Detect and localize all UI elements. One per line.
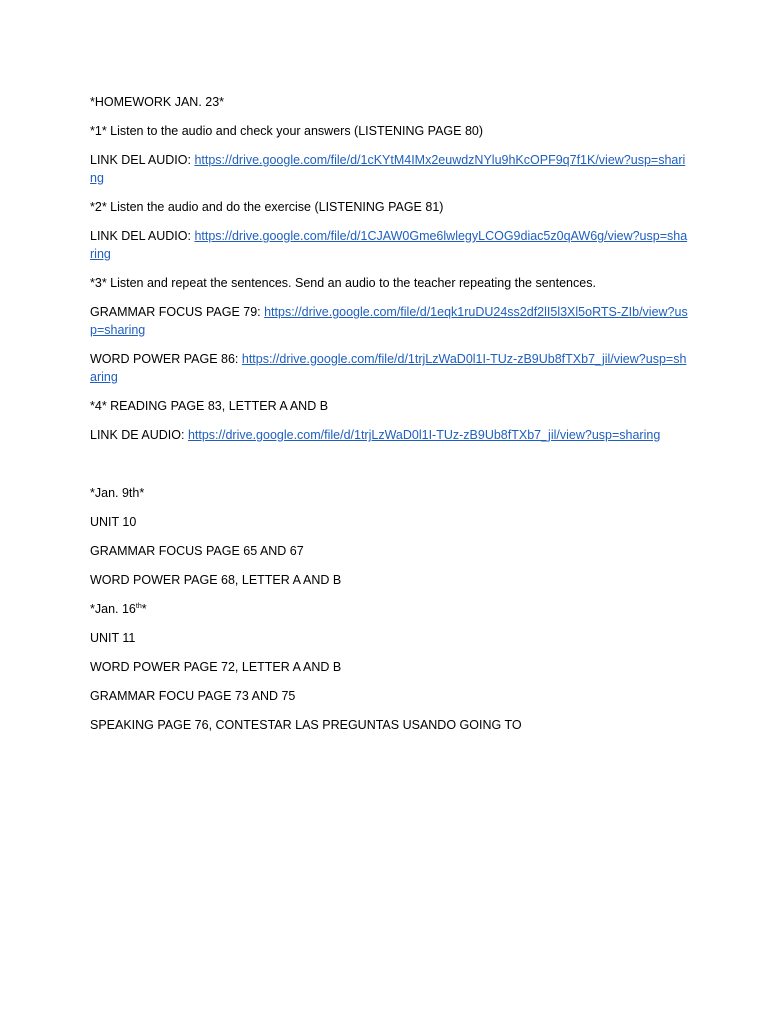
link-label: LINK DEL AUDIO: [90,153,195,167]
jan16-unit: UNIT 11 [90,631,136,645]
jan16-title-sup: th [135,602,142,610]
homework-item-2: *2* Listen the audio and do the exercise (LISTENING PAGE 81) [90,200,444,214]
jan9-title: *Jan. 9th* [90,486,145,500]
jan16-line-2: GRAMMAR FOCU PAGE 73 AND 75 [90,689,296,703]
jan16-title-suffix: * [141,602,147,616]
link-label: LINK DE AUDIO: [90,428,188,442]
jan16-title [90,600,690,618]
audio-link-2[interactable]: https://drive.google.com/file/d/1CJAW0Gme6lwlegyLCOG9diac5z0qAW6g/view?usp=sharing [90,229,688,261]
link-label: WORD POWER PAGE 86: [90,352,242,366]
link-label: GRAMMAR FOCUS PAGE 79: [90,305,265,319]
document-page [90,93,690,745]
jan16-title-prefix: *Jan. 16 [90,602,136,616]
jan9-line-2: WORD POWER PAGE 68, LETTER A AND B [90,573,342,587]
audio-link-1[interactable]: https://drive.google.com/file/d/1cKYtM4IMx2euwdzNYlu9hKcOPF9q7f1K/view?usp=sharing [90,153,686,185]
grammar-focus-line [90,303,690,339]
jan9-unit: UNIT 10 [90,515,137,529]
homework-link-2-line [90,227,690,263]
homework-item-3: *3* Listen and repeat the sentences. Send an audio to the teacher repeating the sentences. [90,276,596,290]
jan16-line-1: WORD POWER PAGE 72, LETTER A AND B [90,660,342,674]
homework-item-4: *4* READING PAGE 83, LETTER A AND B [90,399,329,413]
grammar-focus-link[interactable]: https://drive.google.com/file/d/1eqk1ruDU24ss2df2lI5l3Xl5oRTS-ZIb/view?usp=sharing [90,305,688,337]
homework-link-1-line [90,151,690,187]
jan16-line-3: SPEAKING PAGE 76, CONTESTAR LAS PREGUNTAS USANDO GOING TO [90,718,522,732]
homework-link-4-line [90,426,690,444]
link-label: LINK DEL AUDIO: [90,229,195,243]
word-power-line [90,350,690,386]
homework-title: *HOMEWORK JAN. 23* [90,95,225,109]
audio-link-4[interactable]: https://drive.google.com/file/d/1trjLzWaD0l1I-TUz-zB9Ub8fTXb7_jil/view?usp=sharing [187,428,661,442]
word-power-link[interactable]: https://drive.google.com/file/d/1trjLzWaD0l1I-TUz-zB9Ub8fTXb7_jil/view?usp=sharing [90,352,687,384]
jan9-line-1: GRAMMAR FOCUS PAGE 65 AND 67 [90,544,304,558]
homework-item-1: *1* Listen to the audio and check your answers (LISTENING PAGE 80) [90,124,484,138]
